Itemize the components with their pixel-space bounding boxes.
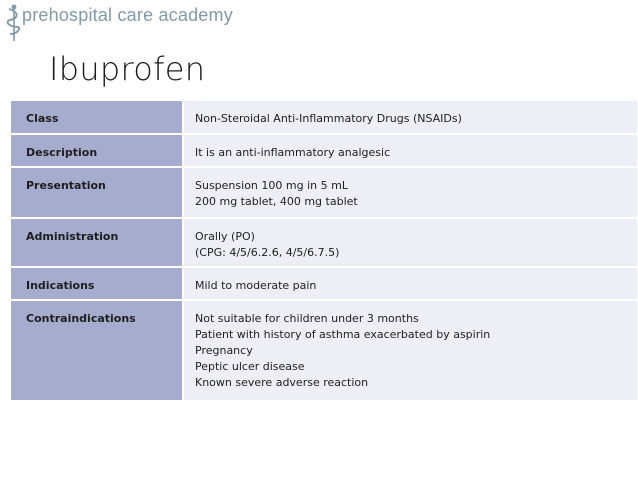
table-row — [11, 167, 637, 218]
row-value — [183, 101, 637, 134]
row-label: Indications — [11, 267, 183, 300]
row-value — [183, 134, 637, 167]
row-label: Class — [11, 101, 183, 134]
row-label: Description — [11, 134, 183, 167]
value-line: Not suitable for children under 3 months — [195, 312, 419, 325]
row-value — [183, 218, 637, 267]
value-line: Peptic ulcer disease — [195, 360, 305, 373]
table-row — [11, 101, 637, 134]
row-label: Administration — [11, 218, 183, 267]
table-row — [11, 300, 637, 400]
value-line: Orally (PO) — [195, 230, 255, 243]
value-line: Known severe adverse reaction — [195, 376, 369, 389]
value-line: It is an anti-inflammatory analgesic — [195, 146, 391, 159]
row-value — [183, 300, 637, 400]
brand-name: prehospital care academy — [22, 5, 233, 25]
table-row — [11, 134, 637, 167]
value-line: Pregnancy — [195, 344, 253, 357]
table-row — [11, 267, 637, 300]
drug-info-table — [11, 101, 637, 400]
value-line: (CPG: 4/5/6.2.6, 4/5/6.7.5) — [195, 246, 340, 259]
value-line: Patient with history of asthma exacerbated by aspirin — [195, 328, 491, 341]
brand-logo — [6, 3, 246, 43]
row-value — [183, 267, 637, 300]
row-label: Contraindications — [11, 300, 183, 400]
row-value — [183, 167, 637, 218]
value-line: Mild to moderate pain — [195, 279, 317, 292]
row-label: Presentation — [11, 167, 183, 218]
value-line: Non-Steroidal Anti-Inflammatory Drugs (NSAIDs) — [195, 112, 462, 125]
slide-title: Ibuprofen — [49, 50, 206, 88]
value-line: 200 mg tablet, 400 mg tablet — [195, 195, 358, 208]
table-row — [11, 218, 637, 267]
caduceus-icon — [6, 3, 22, 43]
value-line: Suspension 100 mg in 5 mL — [195, 179, 348, 192]
